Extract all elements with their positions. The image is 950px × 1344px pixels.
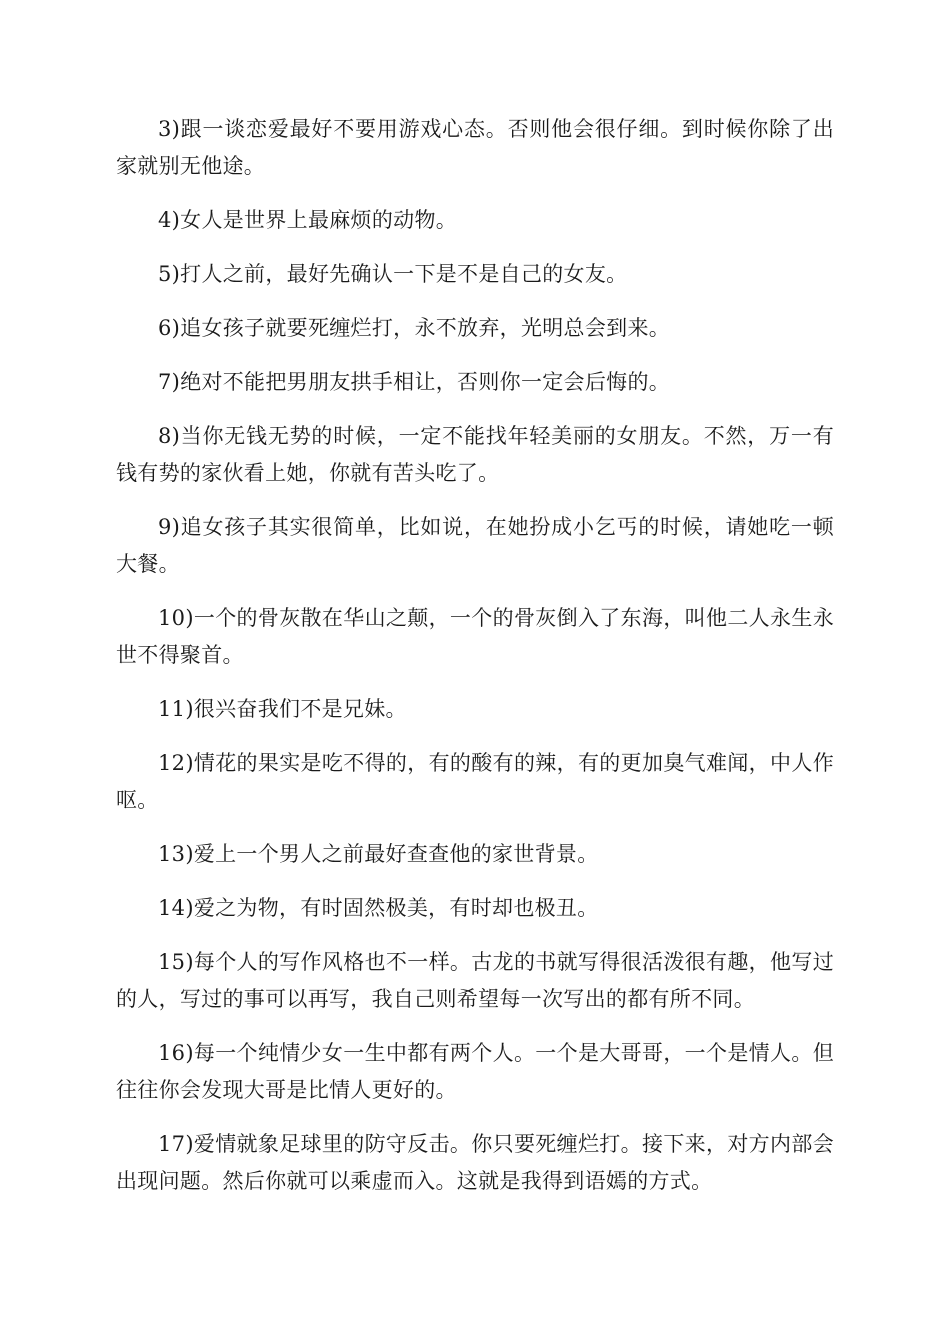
document-page (116, 111, 834, 1217)
paragraph-10: 10)一个的骨灰散在华山之颠，一个的骨灰倒入了东海，叫他二人永生永世不得聚首。 (116, 606, 834, 667)
paragraph-15: 15)每个人的写作风格也不一样。古龙的书就写得很活泼很有趣，他写过的人，写过的事可以再写，我自己则希望每一次写出的都有所不同。 (116, 950, 834, 1011)
paragraph-17: 17)爱情就象足球里的防守反击。你只要死缠烂打。接下来，对方内部会出现问题。然后你就可以乘虚而入。这就是我得到语嫣的方式。 (116, 1132, 834, 1193)
paragraph-13: 13)爱上一个男人之前最好查查他的家世背景。 (158, 842, 599, 866)
paragraph-3: 3)跟一谈恋爱最好不要用游戏心态。否则他会很仔细。到时候你除了出家就别无他途。 (116, 117, 834, 178)
paragraph-9: 9)追女孩子其实很简单，比如说，在她扮成小乞丐的时候，请她吃一顿大餐。 (116, 515, 834, 576)
paragraph-16: 16)每一个纯情少女一生中都有两个人。一个是大哥哥，一个是情人。但往往你会发现大哥是比情人更好的。 (116, 1041, 834, 1102)
paragraph-12: 12)情花的果实是吃不得的，有的酸有的辣，有的更加臭气难闻，中人作呕。 (116, 751, 834, 812)
paragraph-5: 5)打人之前，最好先确认一下是不是自己的女友。 (158, 262, 628, 286)
paragraph-8: 8)当你无钱无势的时候，一定不能找年轻美丽的女朋友。不然，万一有钱有势的家伙看上她，你就有苦头吃了。 (116, 424, 834, 485)
paragraph-7: 7)绝对不能把男朋友拱手相让，否则你一定会后悔的。 (158, 370, 671, 394)
paragraph-4: 4)女人是世界上最麻烦的动物。 (158, 208, 458, 232)
paragraph-6: 6)追女孩子就要死缠烂打，永不放弃，光明总会到来。 (158, 316, 671, 340)
paragraph-14: 14)爱之为物，有时固然极美，有时却也极丑。 (158, 896, 599, 920)
paragraph-11: 11)很兴奋我们不是兄妹。 (158, 697, 407, 721)
